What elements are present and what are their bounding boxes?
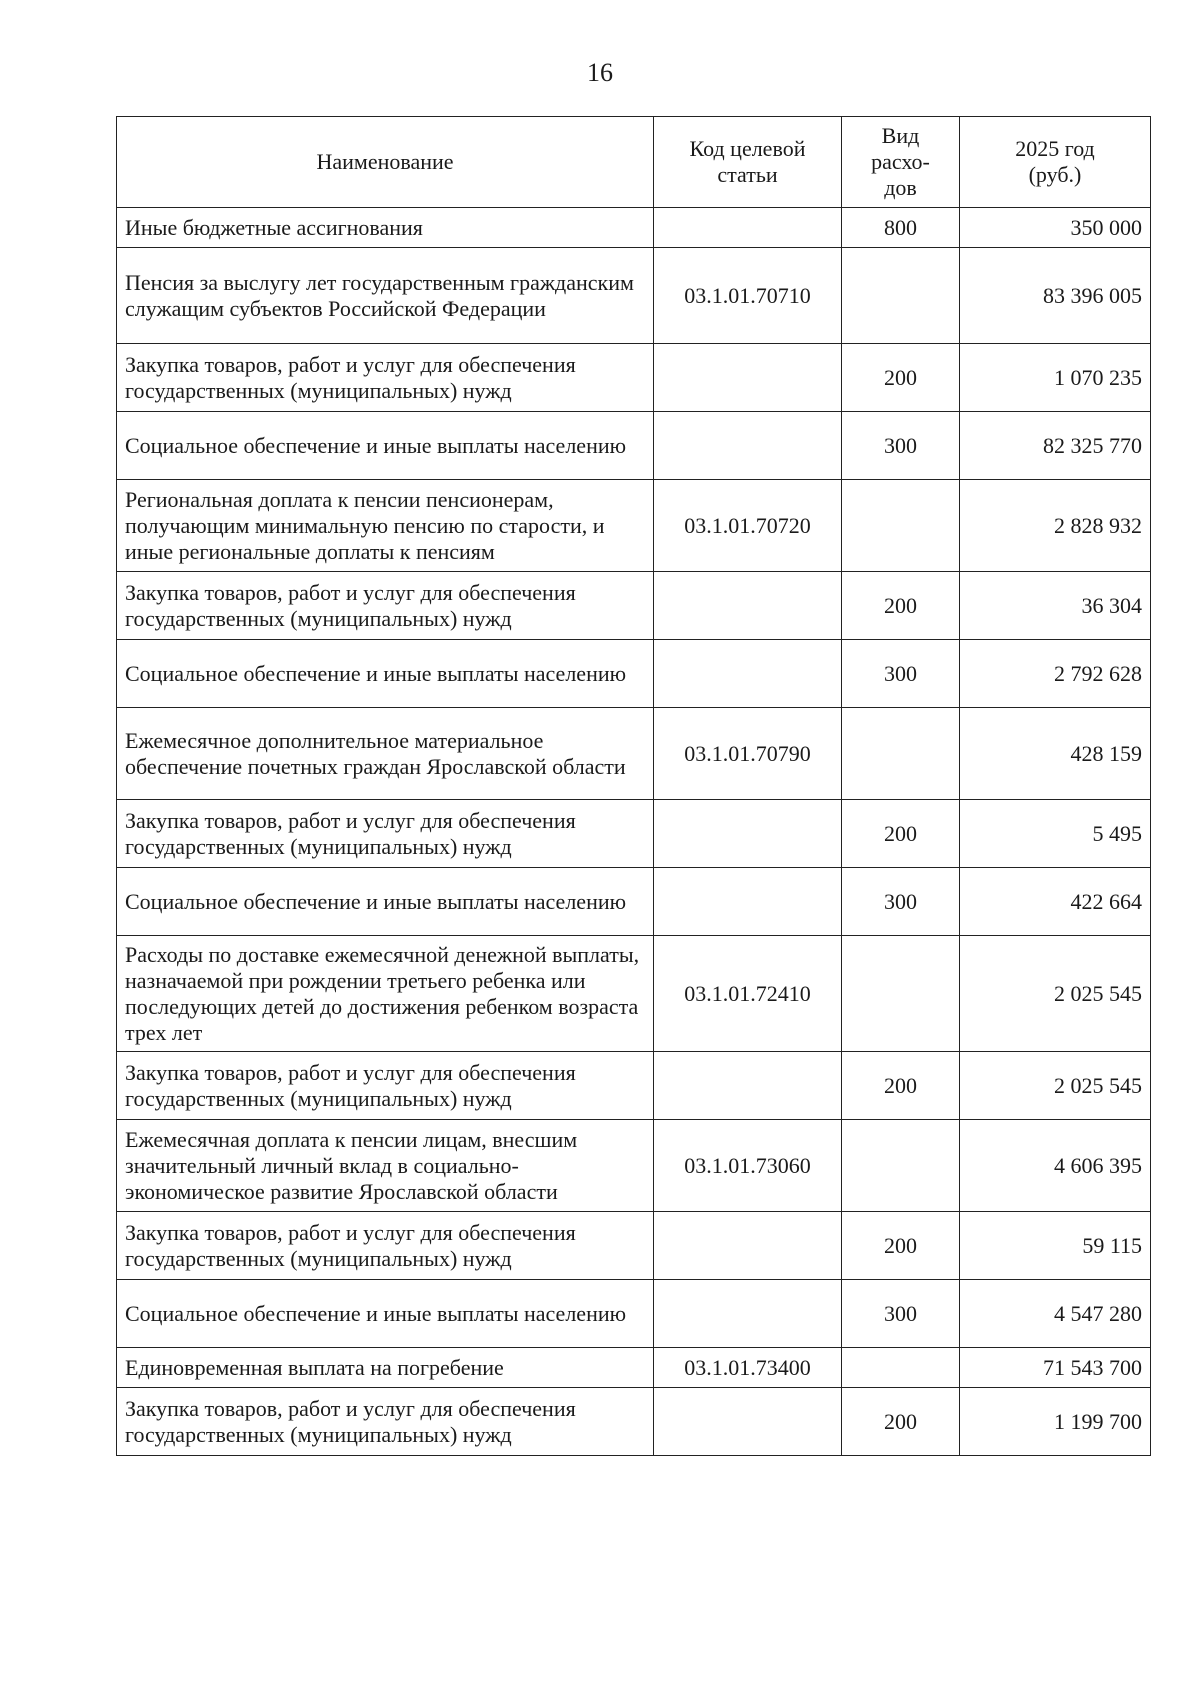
cell-type	[842, 248, 960, 344]
cell-type: 300	[842, 1280, 960, 1348]
cell-type	[842, 480, 960, 572]
cell-type: 300	[842, 868, 960, 936]
cell-type	[842, 708, 960, 800]
cell-amount: 4 606 395	[960, 1120, 1151, 1212]
table-row	[117, 868, 1151, 936]
table-row	[117, 248, 1151, 344]
cell-amount: 2 025 545	[960, 936, 1151, 1052]
table-row	[117, 936, 1151, 1052]
cell-name: Социальное обеспечение и иные выплаты населению	[117, 1280, 654, 1348]
cell-type: 200	[842, 1052, 960, 1120]
cell-code: 03.1.01.70790	[654, 708, 842, 800]
table-row	[117, 1212, 1151, 1280]
cell-type	[842, 1120, 960, 1212]
cell-name: Закупка товаров, работ и услуг для обеспечения государственных (муниципальных) нужд	[117, 572, 654, 640]
cell-code	[654, 800, 842, 868]
cell-name: Иные бюджетные ассигнования	[117, 208, 654, 248]
table-header-row	[117, 117, 1151, 208]
cell-name: Закупка товаров, работ и услуг для обеспечения государственных (муниципальных) нужд	[117, 344, 654, 412]
cell-name: Расходы по доставке ежемесячной денежной выплаты, назначаемой при рождении третьего ребенка или последующих детей до достижения ребенком возраста трех лет	[117, 936, 654, 1052]
cell-code	[654, 1280, 842, 1348]
cell-type	[842, 936, 960, 1052]
cell-type: 200	[842, 344, 960, 412]
cell-type: 300	[842, 412, 960, 480]
cell-code: 03.1.01.73400	[654, 1348, 842, 1388]
table-row	[117, 640, 1151, 708]
cell-amount: 5 495	[960, 800, 1151, 868]
table-row	[117, 1120, 1151, 1212]
header-code: Код целевой статьи	[654, 117, 842, 208]
cell-code	[654, 412, 842, 480]
cell-code	[654, 1052, 842, 1120]
cell-name: Закупка товаров, работ и услуг для обеспечения государственных (муниципальных) нужд	[117, 1212, 654, 1280]
cell-name: Социальное обеспечение и иные выплаты населению	[117, 412, 654, 480]
cell-amount: 428 159	[960, 708, 1151, 800]
cell-name: Закупка товаров, работ и услуг для обеспечения государственных (муниципальных) нужд	[117, 800, 654, 868]
cell-type: 200	[842, 572, 960, 640]
table-row	[117, 708, 1151, 800]
cell-name: Закупка товаров, работ и услуг для обеспечения государственных (муниципальных) нужд	[117, 1052, 654, 1120]
cell-code	[654, 1388, 842, 1456]
cell-code	[654, 344, 842, 412]
cell-amount: 1 070 235	[960, 344, 1151, 412]
table-row	[117, 344, 1151, 412]
table-row	[117, 1348, 1151, 1388]
cell-name: Социальное обеспечение и иные выплаты населению	[117, 868, 654, 936]
cell-name: Социальное обеспечение и иные выплаты населению	[117, 640, 654, 708]
table-row	[117, 800, 1151, 868]
cell-name: Региональная доплата к пенсии пенсионерам, получающим минимальную пенсию по старости, и иные региональные доплаты к пенсиям	[117, 480, 654, 572]
cell-type: 300	[842, 640, 960, 708]
page-number: 16	[587, 58, 613, 87]
cell-name: Пенсия за выслугу лет государственным гражданским служащим субъектов Российской Федерации	[117, 248, 654, 344]
header-name: Наименование	[117, 117, 654, 208]
table-row	[117, 1280, 1151, 1348]
cell-name: Ежемесячная доплата к пенсии лицам, внесшим значительный личный вклад в социально-экономическое развитие Ярославской области	[117, 1120, 654, 1212]
cell-name: Единовременная выплата на погребение	[117, 1348, 654, 1388]
cell-type: 800	[842, 208, 960, 248]
table-row	[117, 1388, 1151, 1456]
cell-code	[654, 1212, 842, 1280]
cell-code: 03.1.01.72410	[654, 936, 842, 1052]
cell-amount: 2 792 628	[960, 640, 1151, 708]
header-type: Вид расхо-дов	[842, 117, 960, 208]
table-row	[117, 208, 1151, 248]
header-amount: 2025 год (руб.)	[960, 117, 1151, 208]
cell-code	[654, 640, 842, 708]
cell-amount: 82 325 770	[960, 412, 1151, 480]
cell-type: 200	[842, 1212, 960, 1280]
cell-amount: 422 664	[960, 868, 1151, 936]
table-row	[117, 412, 1151, 480]
cell-type	[842, 1348, 960, 1388]
cell-amount: 71 543 700	[960, 1348, 1151, 1388]
table-row	[117, 1052, 1151, 1120]
cell-name: Закупка товаров, работ и услуг для обеспечения государственных (муниципальных) нужд	[117, 1388, 654, 1456]
cell-amount: 2 828 932	[960, 480, 1151, 572]
cell-amount: 1 199 700	[960, 1388, 1151, 1456]
table-row	[117, 572, 1151, 640]
cell-amount: 350 000	[960, 208, 1151, 248]
cell-type: 200	[842, 800, 960, 868]
cell-code	[654, 208, 842, 248]
cell-amount: 2 025 545	[960, 1052, 1151, 1120]
table-body	[117, 208, 1151, 1456]
table-row	[117, 480, 1151, 572]
cell-code: 03.1.01.73060	[654, 1120, 842, 1212]
cell-code	[654, 868, 842, 936]
cell-code: 03.1.01.70720	[654, 480, 842, 572]
cell-type: 200	[842, 1388, 960, 1456]
cell-code	[654, 572, 842, 640]
cell-amount: 4 547 280	[960, 1280, 1151, 1348]
cell-name: Ежемесячное дополнительное материальное обеспечение почетных граждан Ярославской области	[117, 708, 654, 800]
cell-amount: 36 304	[960, 572, 1151, 640]
cell-amount: 83 396 005	[960, 248, 1151, 344]
cell-code: 03.1.01.70710	[654, 248, 842, 344]
budget-table	[116, 116, 1151, 1456]
cell-amount: 59 115	[960, 1212, 1151, 1280]
